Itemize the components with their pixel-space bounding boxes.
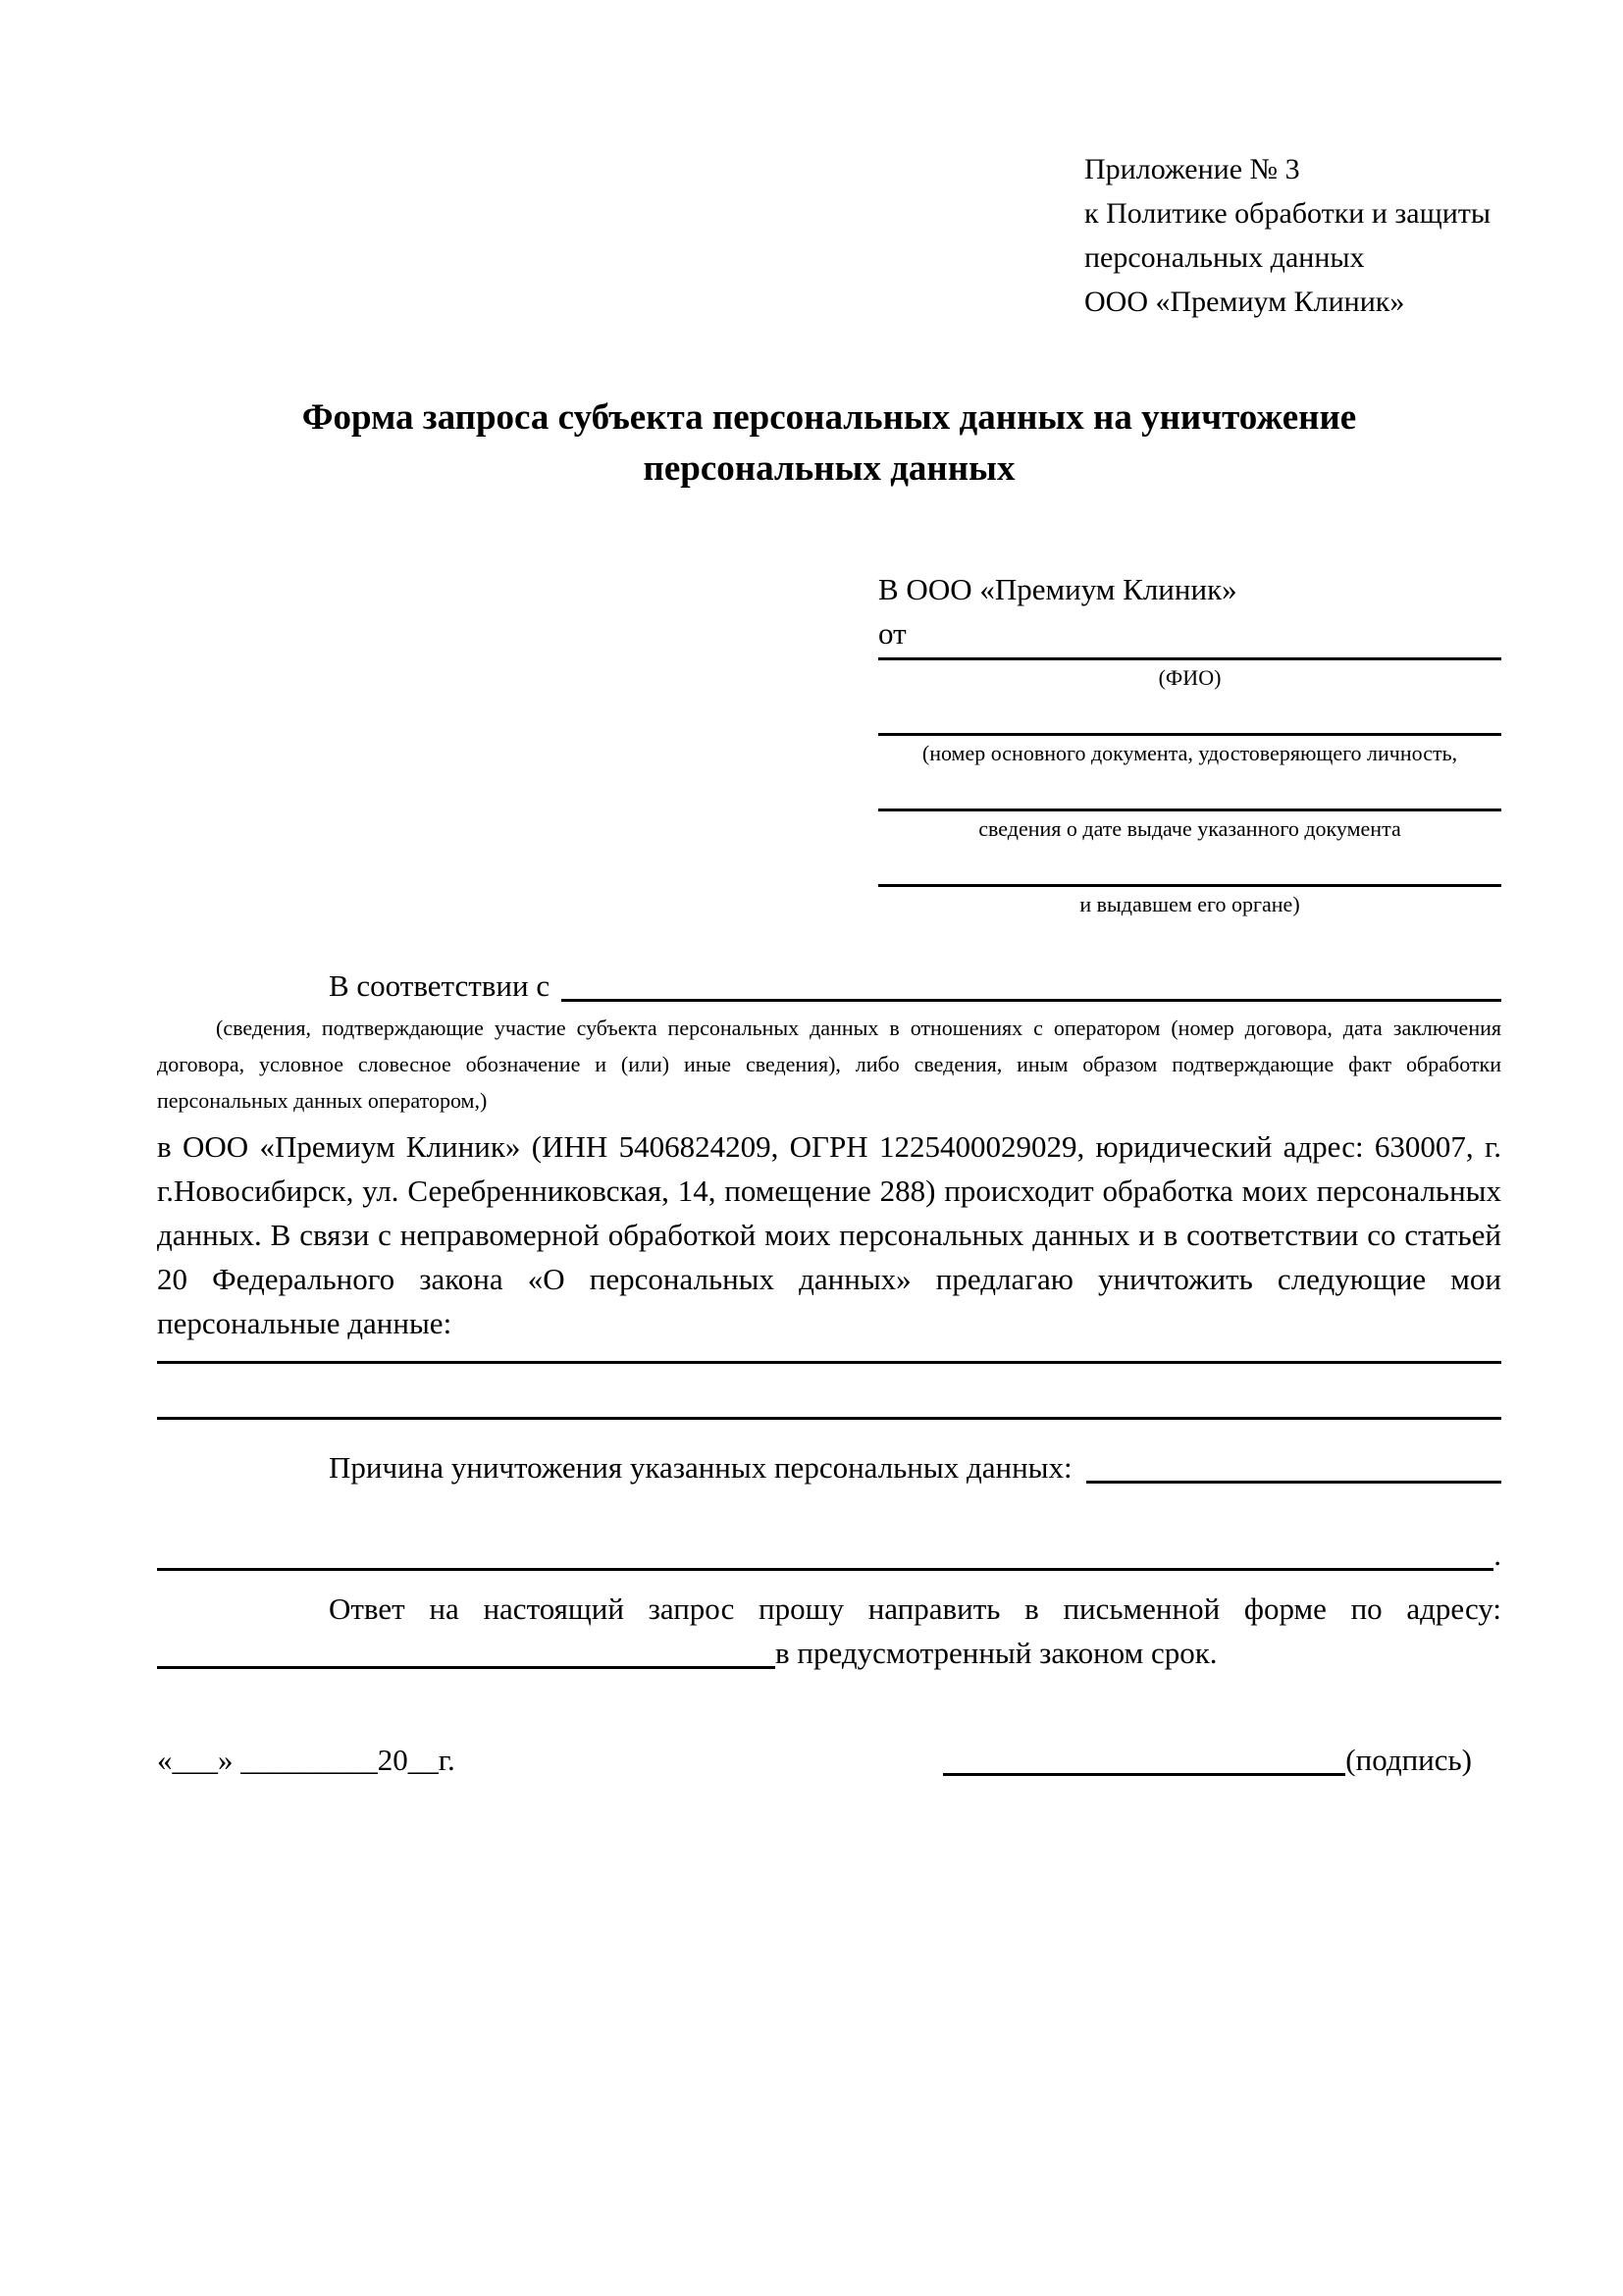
reason-blank-line-2	[157, 1533, 1493, 1571]
issuing-authority-blank-line	[878, 884, 1501, 887]
personal-data-blank-line-1	[157, 1361, 1501, 1364]
fio-blank-line	[878, 657, 1501, 660]
main-paragraph: в ООО «Премиум Клиник» (ИНН 5406824209, ОГРН 1225400029029, юридический адрес: 630007, г. г.Новосибирск, ул. Серебренниковская, 14, помещение 288) происходит обработка моих персональных данных. В связи с неправомерной обработкой моих персональных данных и в соответствии со статьей 20 Федерального закона «О персональных данных» предлагаю уничтожить следующие мои персональные данные:	[157, 1129, 1501, 1340]
id-document-caption: (номер основного документа, удостоверяющего личность,	[921, 741, 1458, 765]
issue-date-field	[878, 809, 1501, 843]
appendix-line: персональных данных	[1084, 241, 1365, 274]
issuing-authority-field	[878, 884, 1501, 918]
signature-caption: (подпись)	[1345, 1743, 1472, 1777]
according-blank-line	[561, 964, 1501, 1002]
date-blank-text: «___» _________20__г.	[157, 1743, 455, 1777]
addressee-block	[878, 567, 1501, 918]
document-content	[157, 147, 1501, 1782]
id-document-blank-line	[878, 733, 1501, 736]
according-row	[157, 964, 1501, 1008]
reason-row	[157, 1445, 1501, 1489]
fio-caption: (ФИО)	[1158, 665, 1222, 690]
appendix-line: ООО «Премиум Клиник»	[1084, 286, 1405, 318]
issuing-authority-caption: и выдавшем его органе)	[1079, 892, 1300, 916]
response-address-row	[157, 1631, 1501, 1675]
document-title: Форма запроса субъекта персональных данных на уничтожение персональных данных	[301, 397, 1357, 489]
issue-date-blank-line	[878, 809, 1501, 811]
id-document-field	[878, 733, 1501, 767]
reason-period: .	[1493, 1538, 1501, 1572]
signature-area	[943, 1738, 1472, 1782]
according-note: (сведения, подтверждающие участие субъекта персональных данных в отношениях с оператором (номер договора, дата заключения договора, условное словесное обозначение и (или) иные сведения), либо сведения, иным образом подтверждающие факт обработки персональных данных оператором,)	[157, 1016, 1501, 1113]
according-lead-text: В соответствии с	[329, 968, 550, 1003]
response-tail-text: в предусмотренный законом срок.	[775, 1636, 1218, 1670]
reason-blank-line	[1086, 1445, 1501, 1484]
personal-data-blank-line-2	[157, 1417, 1501, 1420]
appendix-header	[1084, 147, 1501, 324]
appendix-line: к Политике обработки и защиты	[1084, 197, 1492, 230]
reason-label: Причина уничтожения указанных персональных данных:	[329, 1450, 1073, 1485]
response-request-text: Ответ на настоящий запрос прошу направить в письменной форме по адресу:	[329, 1592, 1501, 1626]
addressee-from-label: от	[878, 616, 907, 651]
signature-blank-line	[943, 1738, 1345, 1776]
reason-continuation-row	[157, 1533, 1501, 1577]
issue-date-caption: сведения о дате выдаче указанного документа	[978, 816, 1401, 841]
signing-row	[157, 1738, 1501, 1782]
response-address-blank-line	[157, 1631, 775, 1669]
appendix-line: Приложение № 3	[1084, 153, 1300, 185]
addressee-to: В ООО «Премиум Клиник»	[878, 572, 1237, 606]
